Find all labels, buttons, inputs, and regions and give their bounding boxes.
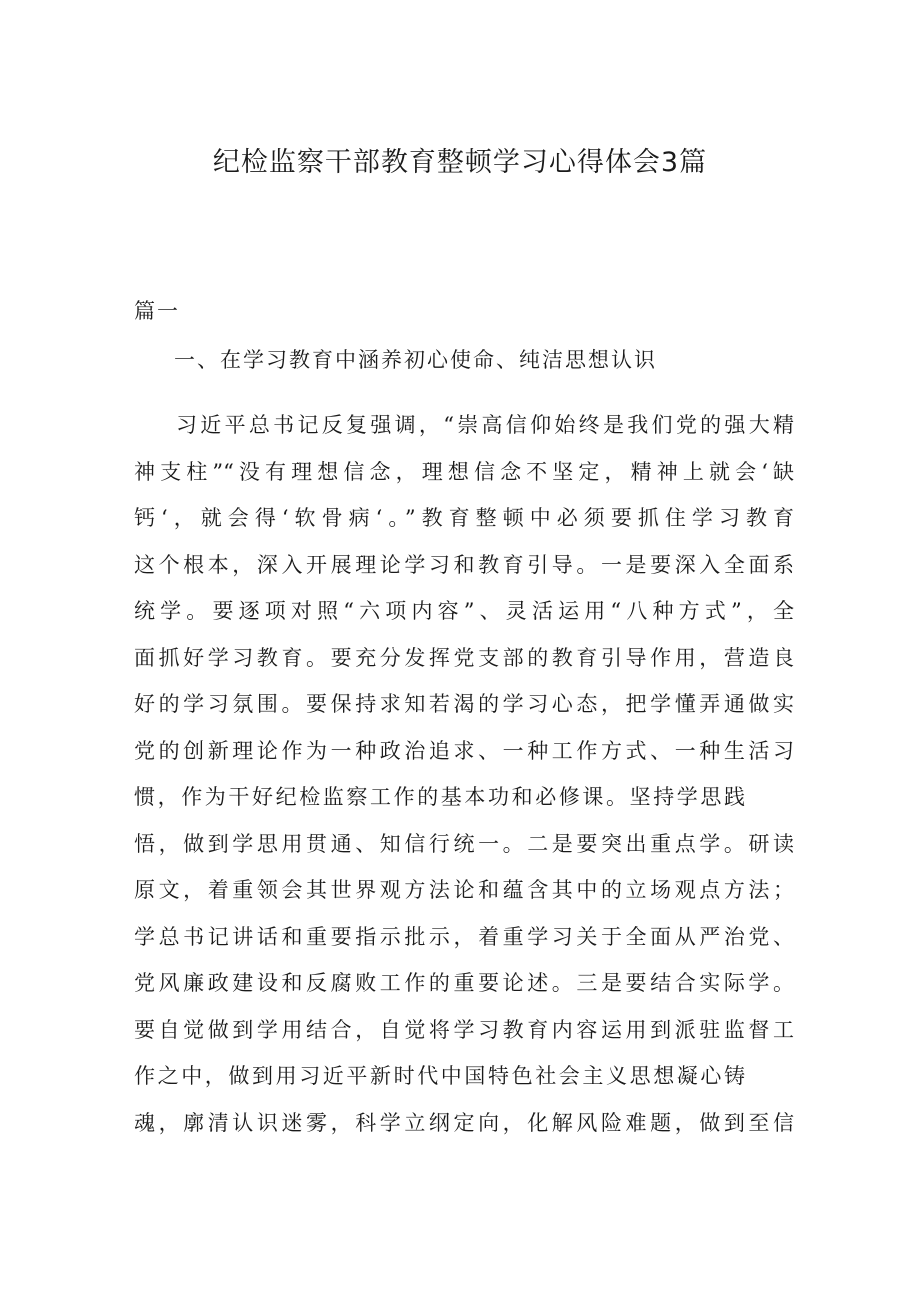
paragraph-line: 这个根本，深入开展理论学习和教育引导。一是要深入全面系 xyxy=(134,552,794,577)
section-label: 篇一 xyxy=(134,299,180,323)
paragraph-line: 钙‘，就会得‘软骨病‘。”教育整顿中必须要抓住学习教育 xyxy=(134,506,794,530)
body-paragraph xyxy=(134,402,794,1146)
paragraph-line: 学总书记讲话和重要指示批示，着重学习关于全面从严治党、 xyxy=(134,924,794,949)
paragraph-line: 统学。要逐项对照“六项内容”、灵活运用“八种方式”，全 xyxy=(134,599,794,623)
paragraph-line: 魂，廓清认识迷雾，科学立纲定向，化解风险难题，做到至信 xyxy=(134,1110,794,1135)
paragraph-line: 惯，作为干好纪检监察工作的基本功和必修课。坚持学思践 xyxy=(134,785,748,809)
document-title: 纪检监察干部教育整顿学习心得体会3篇 xyxy=(212,147,708,178)
paragraph-line: 原文，着重领会其世界观方法论和蕴含其中的立场观点方法； xyxy=(134,878,794,902)
paragraph-line: 党风廉政建设和反腐败工作的重要论述。三是要结合实际学。 xyxy=(134,971,794,995)
paragraph-line: 习近平总书记反复强调，“崇高信仰始终是我们党的强大精 xyxy=(176,413,794,437)
paragraph-line: 党的创新理论作为一种政治追求、一种工作方式、一种生活习 xyxy=(134,738,794,763)
paragraph-line: 好的学习氛围。要保持求知若渴的学习心态，把学懂弄通做实 xyxy=(134,692,794,716)
paragraph-line: 作之中，做到用习近平新时代中国特色社会主义思想凝心铸 xyxy=(134,1064,748,1088)
paragraph-line: 面抓好学习教育。要充分发挥党支部的教育引导作用，营造良 xyxy=(134,645,794,670)
paragraph-line: 悟，做到学思用贯通、知信行统一。二是要突出重点学。研读 xyxy=(134,831,794,856)
paragraph-line: 神支柱”“没有理想信念，理想信念不坚定，精神上就会‘缺 xyxy=(134,459,794,484)
paragraph-line: 要自觉做到学用结合，自觉将学习教育内容运用到派驻监督工 xyxy=(134,1017,794,1042)
section-heading: 一、在学习教育中涵养初心使命、纯洁思想认识 xyxy=(174,348,657,372)
